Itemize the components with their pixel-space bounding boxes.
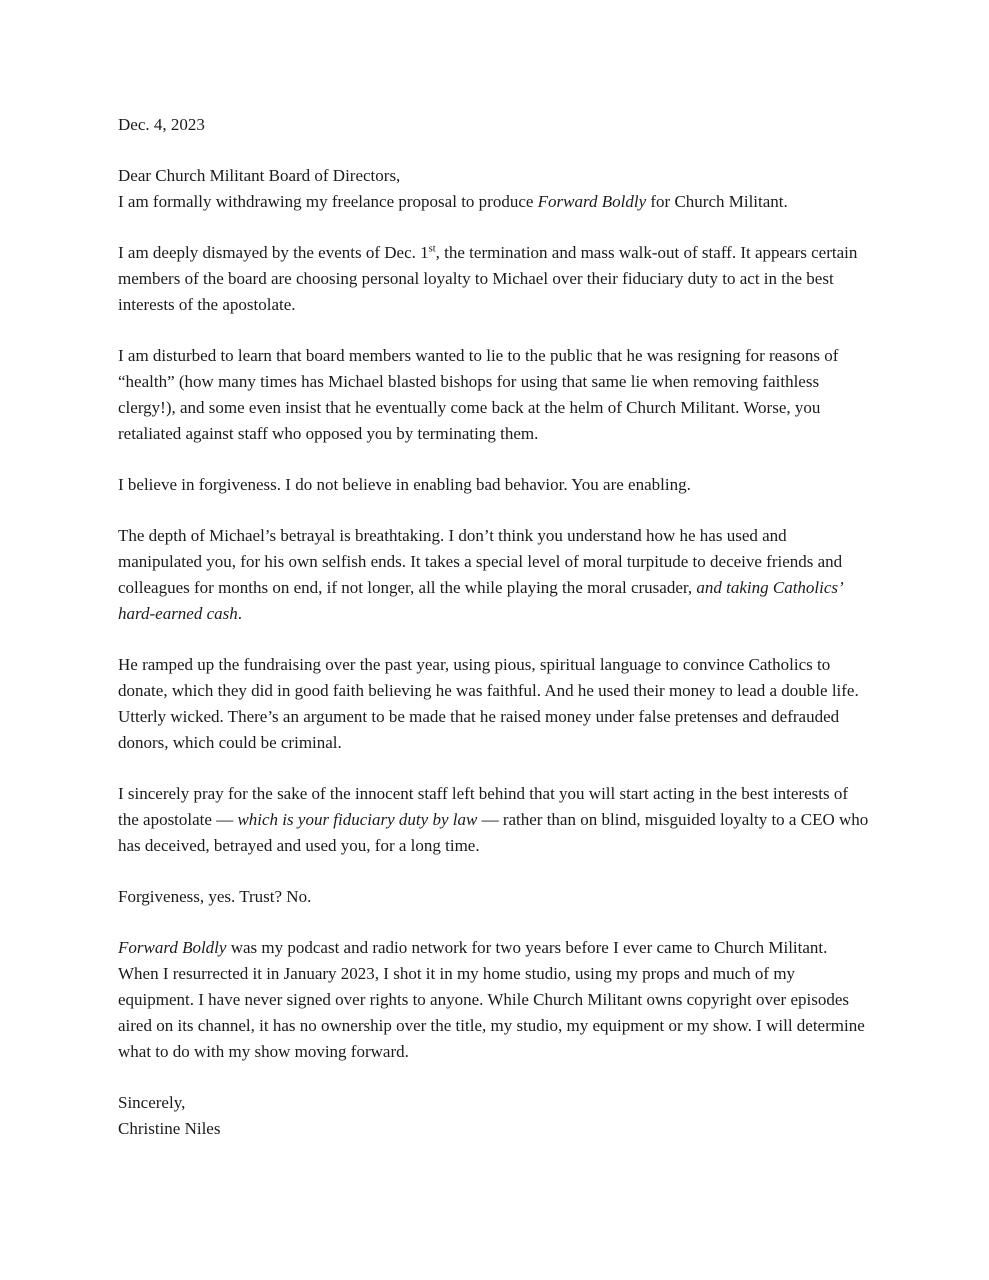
text-run: was my podcast and radio network for two years before I ever came to Church Militant. When I resurrected it in January 2023, I shot it in my home studio, using my props and much of my equipment. I have never signed over rights to anyone. While Church Militant owns copyright over episodes aired on its channel, it has no ownership over the title, my studio, my equipment or my show. I will determine what to do with my show moving forward.	[118, 938, 865, 1061]
show-title-italic: Forward Boldly	[118, 938, 227, 957]
text-run: I am deeply dismayed by the events of Dec. 1	[118, 243, 429, 262]
emphasis-italic: which is your fiduciary duty by law	[237, 810, 478, 829]
paragraph-betrayal	[118, 523, 871, 627]
text-run: .	[237, 604, 243, 623]
text-run: , the termination and mass walk-out of staff. It appears certain members of the board are choosing personal loyalty to Michael over their fiduciary duty to act in the best interests of the apostolate.	[118, 243, 858, 314]
salutation: Dear Church Militant Board of Directors,	[118, 166, 401, 185]
text-run: I sincerely pray for the sake of the innocent staff left behind that you will start acting in the best interests of the apostolate —	[118, 784, 848, 829]
paragraph-ownership	[118, 935, 871, 1065]
closing-line: Sincerely,	[118, 1093, 186, 1112]
emphasis-italic: and taking Catholics’ hard-earned cash	[118, 578, 842, 623]
paragraph-trust: Forgiveness, yes. Trust? No.	[118, 887, 312, 906]
text-run: The depth of Michael’s betrayal is breathtaking. I don’t think you understand how he has used and manipulated you, for his own selfish ends. It takes a special level of moral turpitude to deceive friends and colleagues for months on end, if not longer, all the while playing the moral crusader,	[118, 526, 843, 597]
letter-date: Dec. 4, 2023	[118, 115, 205, 134]
paragraph-dismayed	[118, 240, 871, 318]
paragraph-pray	[118, 781, 871, 859]
paragraph-disturbed: I am disturbed to learn that board members wanted to lie to the public that he was resigning for reasons of “health” (how many times has Michael blasted bishops for using that same lie when removing faithless clergy!), and some even insist that he eventually come back at the helm of Church Militant. Worse, you retaliated against staff who opposed you by terminating them.	[118, 346, 839, 443]
text-run: I am formally withdrawing my freelance proposal to produce	[118, 192, 538, 211]
ordinal-superscript: st	[428, 243, 436, 255]
signature-name: Christine Niles	[118, 1119, 221, 1138]
paragraph-fundraising: He ramped up the fundraising over the past year, using pious, spiritual language to convince Catholics to donate, which they did in good faith believing he was faithful. And he used their money to lead a double life. Utterly wicked. There’s an argument to be made that he raised money under false pretenses and defrauded donors, which could be criminal.	[118, 655, 859, 752]
signature-block	[118, 1090, 871, 1142]
paragraph-forgiveness: I believe in forgiveness. I do not believe in enabling bad behavior. You are enabling.	[118, 475, 691, 494]
text-run: for Church Militant.	[646, 192, 788, 211]
show-title-italic: Forward Boldly	[537, 192, 647, 211]
text-run: — rather than on blind, misguided loyalty to a CEO who has deceived, betrayed and used you, for a long time.	[118, 810, 869, 855]
paragraph-withdrawal	[118, 189, 871, 215]
